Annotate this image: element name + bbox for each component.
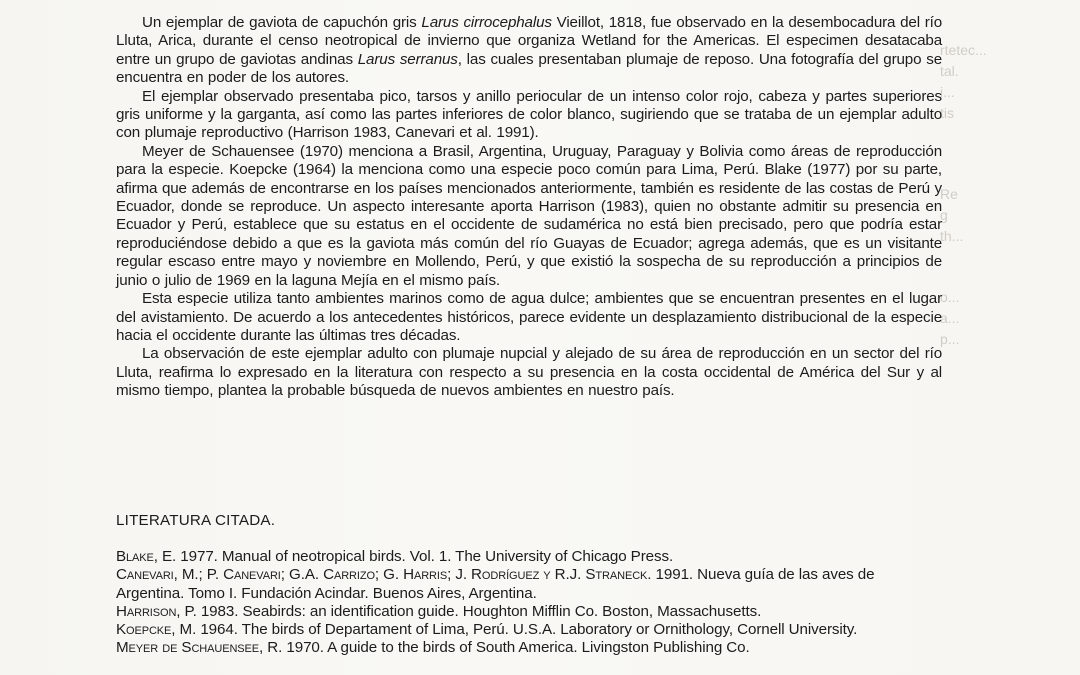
- literature-heading: LITERATURA CITADA.: [116, 512, 276, 529]
- reference-author: Blake, E.: [116, 548, 177, 565]
- paragraph-2: El ejemplar observado presentaba pico, tarsos y anillo periocular de un intenso color rojo, cabeza y partes superiores gris uniforme y la garganta, así como las partes inferiores de color blanco, sugiriendo que se trataba de un ejemplar adulto con plumaje reproductivo (Harrison 1983, Canevari et al. 1991).: [116, 87, 942, 142]
- reference-text: 1977. Manual of neotropical birds. Vol. 1. The University of Chicago Press.: [176, 548, 674, 565]
- article-body: [116, 14, 942, 401]
- species-name: Larus serranus: [357, 50, 458, 68]
- text-run: , las cuales presentaban plumaje de reposo. Una fotografía del grupo se encuentra en poder de los autores.: [116, 50, 942, 87]
- reference-author: Koepcke, M.: [116, 621, 197, 639]
- reference-text: 1983. Seabirds: an identification guide. Houghton Mifflin Co. Boston, Massachusetts.: [196, 602, 762, 620]
- bleed-through-text: rtetec... tal. i... tis Re g th... o... a... p...: [940, 42, 987, 347]
- reference-text: 1991. Nueva guía de las aves de Argentina. Tomo I. Fundación Acindar. Buenos Aires, Argentina.: [116, 566, 875, 602]
- reference-text: 1970. A guide to the birds of South America. Livingston Publishing Co.: [282, 639, 750, 657]
- reference-item: [116, 621, 942, 639]
- text-run: Un ejemplar de gaviota de capuchón gris: [142, 14, 422, 31]
- reference-item: [116, 639, 942, 657]
- reference-list: [116, 548, 942, 658]
- paragraph-5: La observación de este ejemplar adulto con plumaje nupcial y alejado de su área de reproducción en un sector del río Lluta, reafirma lo expresado en la literatura con respecto a su presencia en la costa occidental de América del Sur y al mismo tiempo, plantea la probable búsqueda de nuevos ambientes en nuestro país.: [116, 345, 942, 400]
- paragraph-4: Esta especie utiliza tanto ambientes marinos como de agua dulce; ambientes que se encuentran presentes en el lugar del avistamiento. De acuerdo a los antecedentes históricos, parece evidente un desplazamiento distribucional de la especie hacia el occidente durante las últimas tres décadas.: [116, 290, 942, 344]
- reference-text: 1964. The birds of Departament of Lima, Perú. U.S.A. Laboratory or Ornithology, Cornell University.: [196, 621, 858, 639]
- paragraph-3: Meyer de Schauensee (1970) menciona a Brasil, Argentina, Uruguay, Paraguay y Bolivia como áreas de reproducción para la especie. Koepcke (1964) la menciona como una especie poco común para Lima, Perú. Blake (1977) por su parte, afirma que además de encontrarse en los países mencionados anteriormente, también es residente de las costas de Perú y Ecuador, donde se reproduce. Un aspecto interesante aporta Harrison (1983), quien no obstante admitir su presencia en Ecuador y Perú, establece que su estatus en el occidente de sudamérica no está bien precisado, pero que podría estar reproduciéndose debido a que es la gaviota más común del río Guayas de Ecuador; agrega además, que es un visitante regular escaso entre mayo y noviembre en Mollendo, Perú, y que existió la sospecha de su reproducción a principios de junio o julio de 1969 en la laguna Mejía en el mismo país.: [116, 142, 942, 289]
- reference-item: [116, 603, 942, 621]
- text-run: Vieillot, 1818, fue observado en la desembocadura del río Lluta, Arica, durante el censo neotropical de invierno que organiza Wetland for the Americas. El especimen desatacaba entre un grupo de gaviotas andinas: [116, 14, 943, 68]
- reference-item: [116, 548, 942, 566]
- reference-author: Meyer de Schauensee, R.: [116, 639, 283, 657]
- reference-item: [116, 566, 942, 603]
- reference-author: Harrison, P.: [116, 602, 197, 620]
- reference-author: Canevari, M.; P. Canevari; G.A. Carrizo; G. Harris; J. Rodríguez y R.J. Straneck.: [116, 566, 652, 584]
- species-name: Larus cirrocephalus: [421, 14, 552, 31]
- paragraph-1: [116, 14, 942, 88]
